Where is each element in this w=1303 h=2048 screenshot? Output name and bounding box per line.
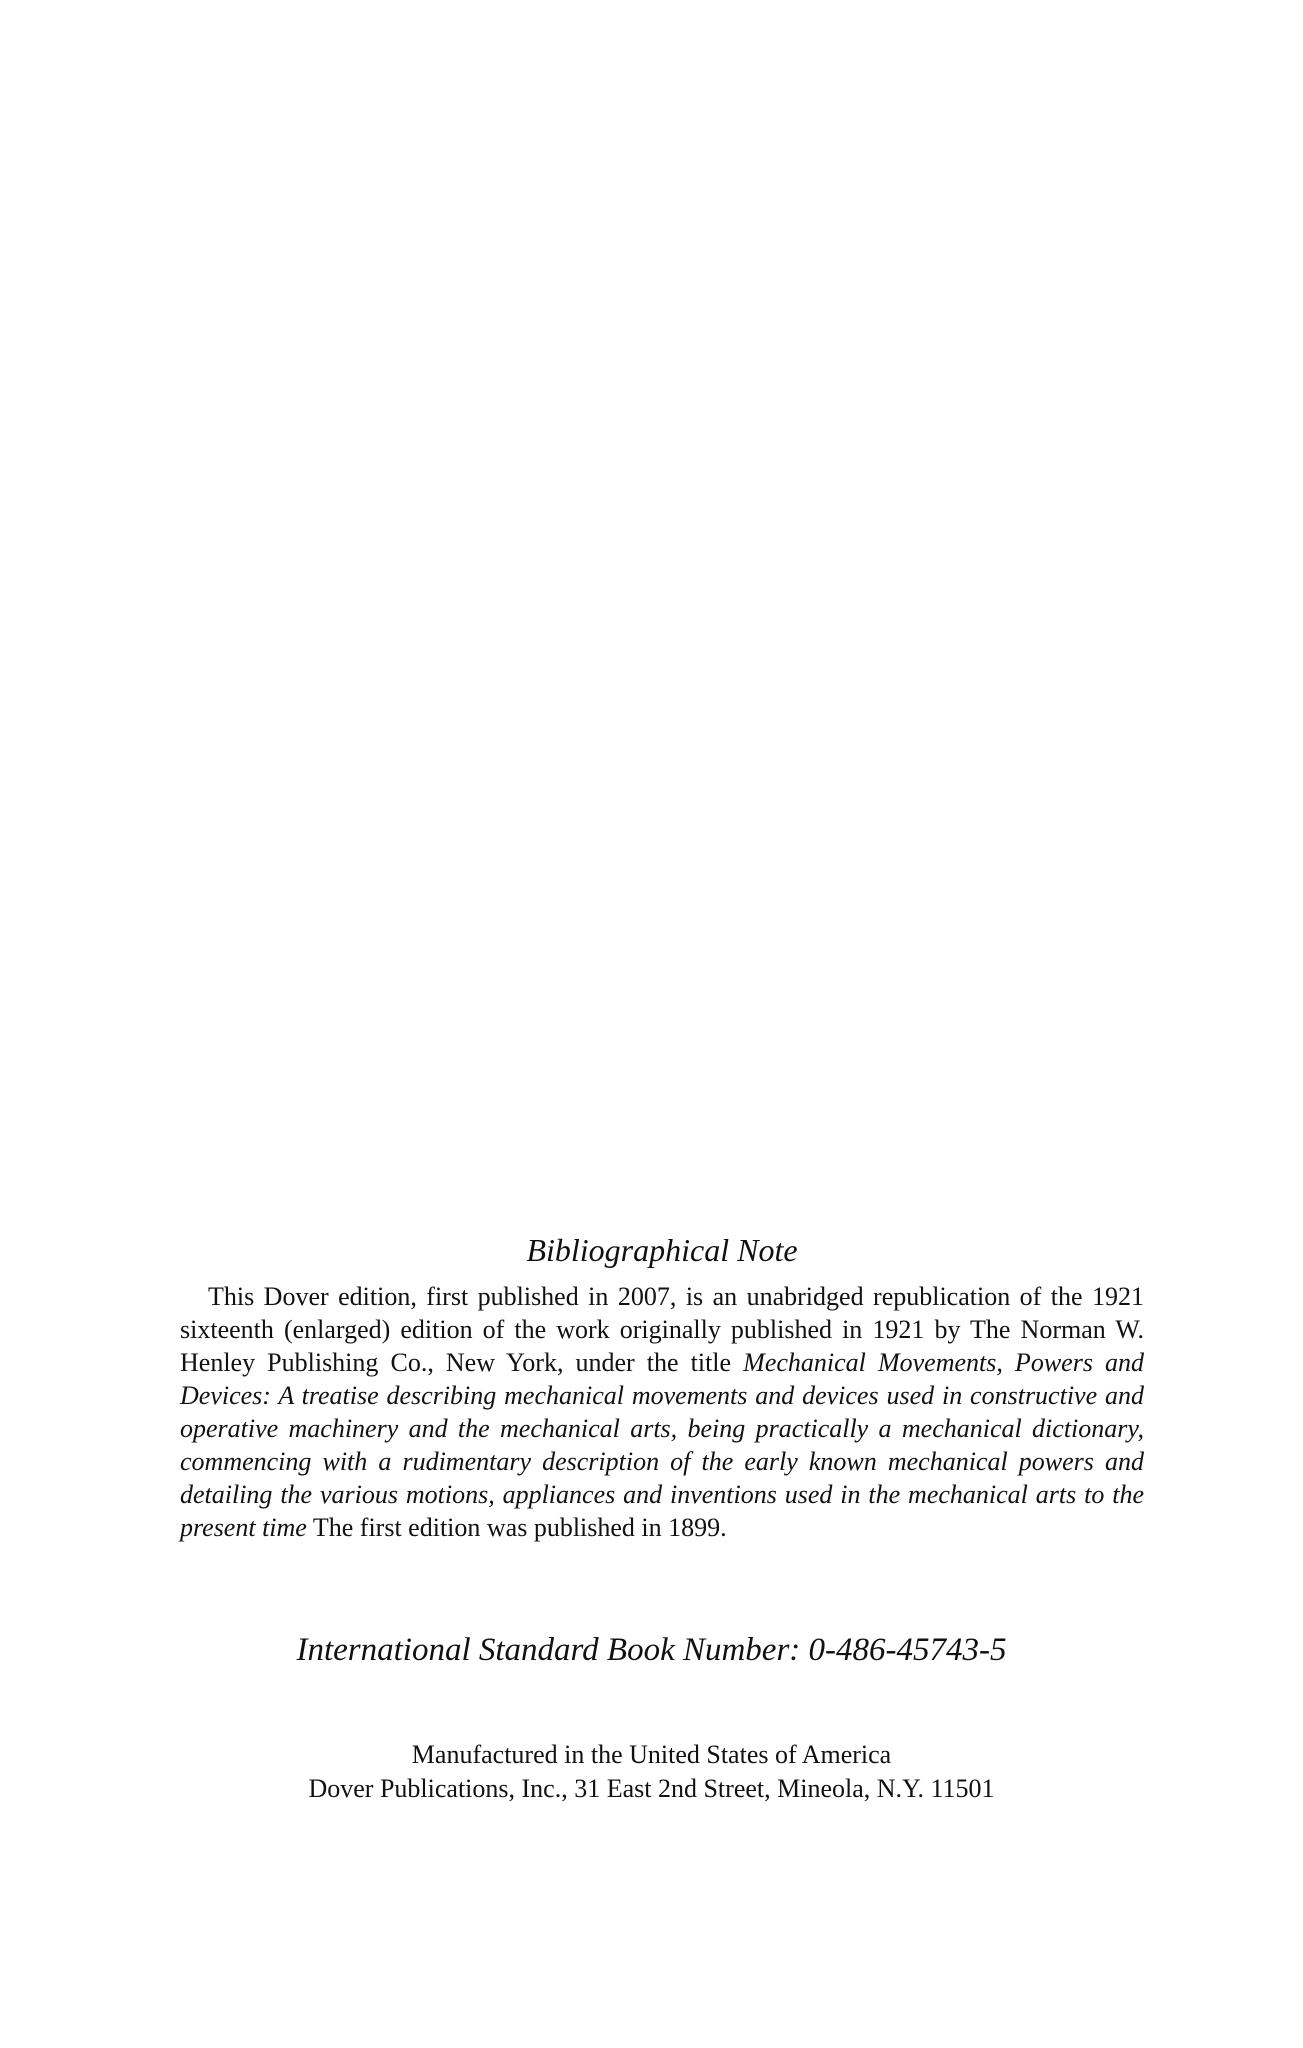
publisher-imprint bbox=[0, 1738, 1303, 1806]
note-body-outro: The first edition was published in 1899. bbox=[306, 1513, 727, 1542]
note-body-intro: This Dover edition, first published in 2007, is an unabridged republication of the 1921 sixteenth (enlarged) edition of the work originally published in 1921 by The Norman W. Henley Publishing Co., New York, under the title bbox=[180, 1282, 1144, 1377]
note-body bbox=[180, 1280, 1144, 1544]
book-full-title: Mechanical Movements, Powers and Devices: A treatise describing mechanical movements and devices used in constructive and operative machinery and the mechanical arts, being practically a mechanical dictionary, commencing with a rudimentary description of the early known mechanical powers and detailing the various motions, appliances and inventions used in the mechanical arts to the present time bbox=[180, 1348, 1145, 1542]
note-title: Bibliographical Note bbox=[526, 1232, 798, 1268]
imprint-manufactured-line: Manufactured in the United States of America bbox=[411, 1740, 892, 1769]
imprint-publisher-address: Dover Publications, Inc., 31 East 2nd Street, Mineola, N.Y. 11501 bbox=[308, 1774, 995, 1803]
bibliographical-note bbox=[180, 1230, 1144, 1544]
isbn-line: International Standard Book Number: 0-486-45743-5 bbox=[296, 1632, 1007, 1668]
